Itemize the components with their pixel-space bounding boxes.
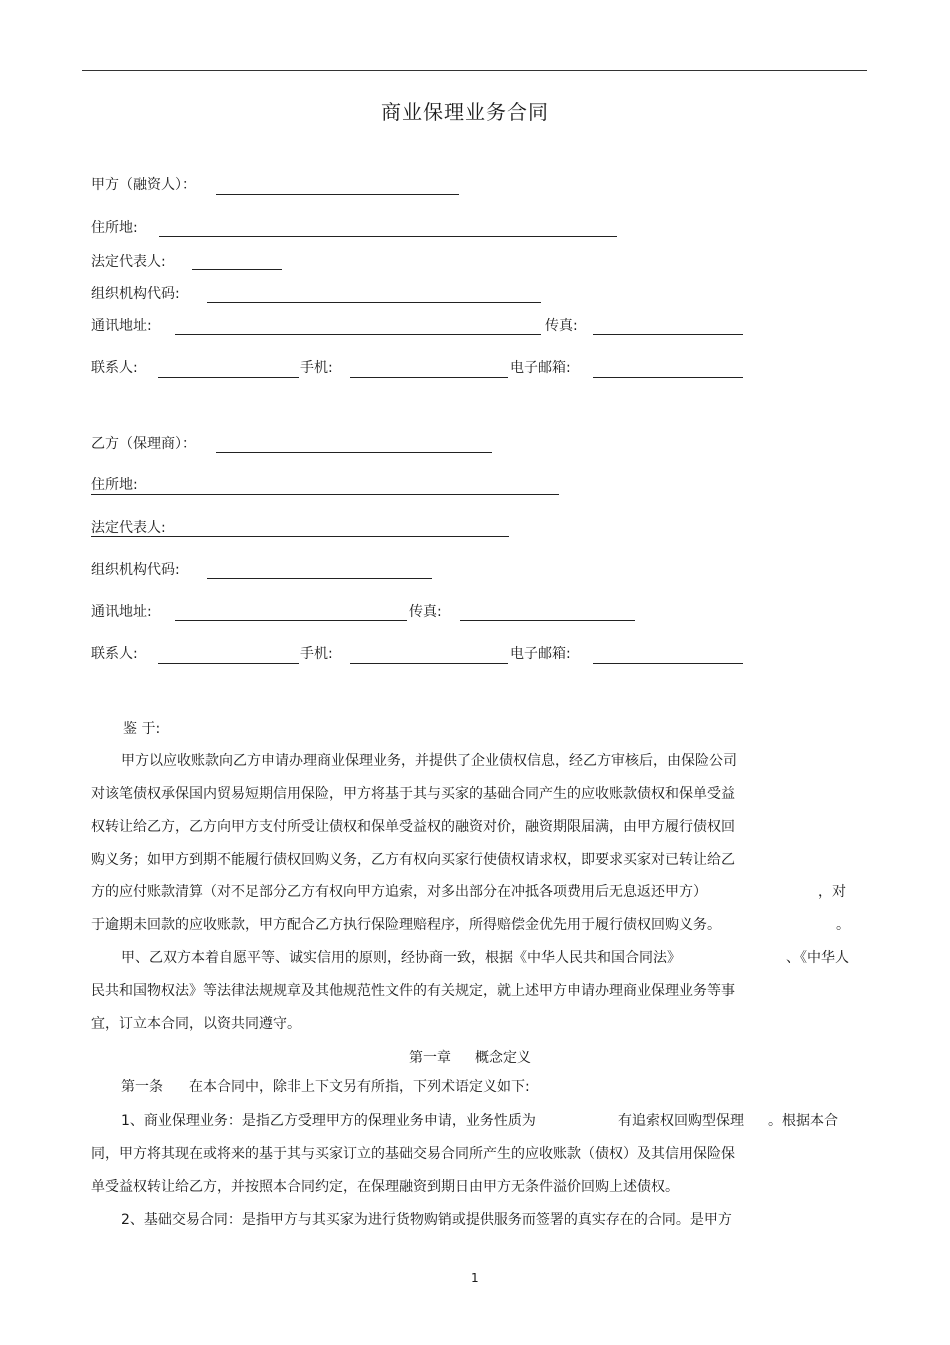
party-a-email-field[interactable]	[593, 377, 743, 378]
document-title: 商业保理业务合同	[381, 100, 549, 124]
party-a-legal-rep-field[interactable]	[192, 269, 282, 270]
chapter-title: 概念定义	[475, 1050, 531, 1066]
party-a-contact-person-label: 联系人:	[91, 360, 138, 376]
definition-term: 有追索权回购型保理	[618, 1113, 744, 1129]
preamble-line-tail: 、《中华人	[786, 950, 849, 966]
party-a-fax-field[interactable]	[593, 334, 743, 335]
party-b-name-field[interactable]	[216, 452, 492, 453]
header-rule	[82, 70, 867, 71]
definition-line: 1、商业保理业务：是指乙方受理甲方的保理业务申请，业务性质为	[121, 1113, 536, 1129]
preamble-line: 权转让给乙方，乙方向甲方支付所受让债权和保单受益权的融资对价，融资期限届满，由甲方履行债权回	[91, 819, 735, 835]
party-b-name-label: 乙方（保理商）：	[91, 436, 196, 452]
party-b-email-field[interactable]	[593, 663, 743, 664]
party-a-org-code-field[interactable]	[207, 302, 541, 303]
preamble-line: 甲方以应收账款向乙方申请办理商业保理业务，并提供了企业债权信息，经乙方审核后，由保险公司	[121, 753, 737, 769]
article-number: 第一条	[121, 1079, 163, 1095]
party-b-org-code-field[interactable]	[207, 578, 432, 579]
party-b-mobile-label: 手机:	[300, 646, 333, 662]
party-a-name-field[interactable]	[216, 194, 459, 195]
preamble-line-tail: 。	[836, 917, 850, 933]
party-a-contact-person-field[interactable]	[158, 377, 299, 378]
party-a-name-label: 甲方（融资人）：	[91, 177, 196, 193]
party-b-contact-address-label: 通讯地址:	[91, 604, 152, 620]
party-b-fax-field[interactable]	[460, 620, 635, 621]
party-b-address-field[interactable]	[91, 494, 559, 495]
party-b-fax-label: 传真:	[409, 604, 442, 620]
preamble-line: 甲、乙双方本着自愿平等、诚实信用的原则，经协商一致，根据《中华人民共和国合同法》	[121, 950, 681, 966]
preamble-line: 对该笔债权承保国内贸易短期信用保险，甲方将基于其与买家的基础合同产生的应收账款债权和保单受益	[91, 786, 735, 802]
definition-line-tail: 。根据本合	[768, 1113, 838, 1129]
party-b-email-label: 电子邮箱:	[510, 646, 571, 662]
definition-line: 2、基础交易合同：是指甲方与其买家为进行货物购销或提供服务而签署的真实存在的合同。是甲方	[121, 1212, 732, 1228]
whereas-heading: 鉴 于:	[123, 721, 161, 737]
party-a-contact-address-label: 通讯地址:	[91, 318, 152, 334]
party-a-address-field[interactable]	[159, 236, 617, 237]
party-b-contact-person-label: 联系人:	[91, 646, 138, 662]
party-a-mobile-field[interactable]	[350, 377, 508, 378]
party-b-legal-rep-label: 法定代表人:	[91, 520, 166, 536]
preamble-line: 购义务；如甲方到期不能履行债权回购义务，乙方有权向买家行使债权请求权，即要求买家对已转让给乙	[91, 852, 735, 868]
party-b-legal-rep-field[interactable]	[91, 536, 509, 537]
party-b-org-code-label: 组织机构代码:	[91, 562, 180, 578]
preamble-line: 民共和国物权法》等法律法规规章及其他规范性文件的有关规定，就上述甲方申请办理商业保理业务等事	[91, 983, 735, 999]
preamble-line: 宜，订立本合同，以资共同遵守。	[91, 1016, 301, 1032]
party-b-contact-address-field[interactable]	[175, 620, 407, 621]
party-a-org-code-label: 组织机构代码:	[91, 286, 180, 302]
party-b-contact-person-field[interactable]	[158, 663, 299, 664]
party-b-address-label: 住所地:	[91, 477, 138, 493]
party-a-email-label: 电子邮箱:	[510, 360, 571, 376]
definition-line: 单受益权转让给乙方，并按照本合同约定，在保理融资到期日由甲方无条件溢价回购上述债权。	[91, 1179, 679, 1195]
preamble-line-tail: ，对	[818, 884, 846, 900]
party-a-fax-label: 传真:	[545, 318, 578, 334]
page-number: 1	[471, 1271, 479, 1285]
party-b-mobile-field[interactable]	[350, 663, 508, 664]
party-a-address-label: 住所地:	[91, 220, 138, 236]
party-a-contact-address-field[interactable]	[175, 334, 541, 335]
article-text: 在本合同中，除非上下文另有所指，下列术语定义如下:	[189, 1079, 530, 1095]
definition-line: 同，甲方将其现在或将来的基于其与买家订立的基础交易合同所产生的应收账款（债权）及其信用保险保	[91, 1146, 735, 1162]
preamble-line: 于逾期未回款的应收账款，甲方配合乙方执行保险理赔程序，所得赔偿金优先用于履行债权回购义务。	[91, 917, 721, 933]
preamble-line: 方的应付账款清算（对不足部分乙方有权向甲方追索，对多出部分在冲抵各项费用后无息返还甲方）	[91, 884, 707, 900]
party-a-mobile-label: 手机:	[300, 360, 333, 376]
party-a-legal-rep-label: 法定代表人:	[91, 254, 166, 270]
chapter-number: 第一章	[409, 1050, 451, 1066]
